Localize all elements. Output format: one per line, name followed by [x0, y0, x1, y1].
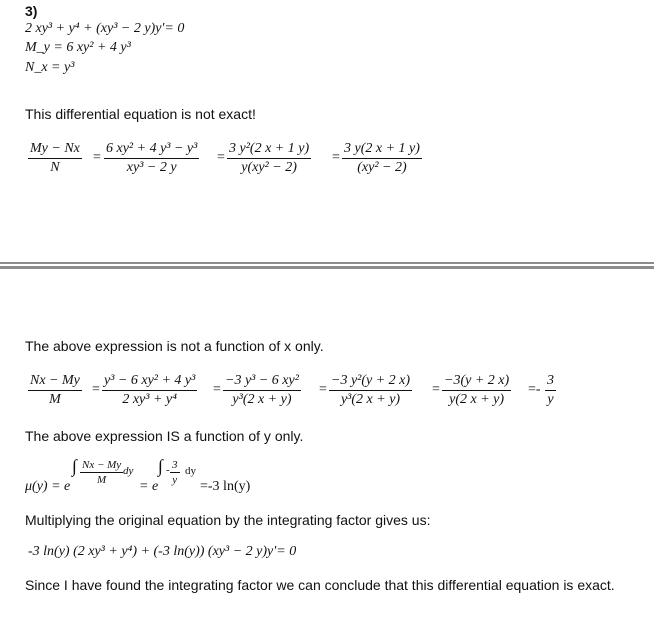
eq-sign: = — [217, 150, 225, 165]
mu-lhs: μ(y) = e — [25, 479, 71, 494]
frac2-2-num: y³ − 6 xy² + 4 y³ — [102, 373, 197, 391]
frac2-5-num: −3(y + 2 x) — [442, 373, 511, 391]
frac2-1-num: Nx − My — [28, 373, 82, 391]
frac1-1-num: My − Nx — [28, 141, 82, 159]
not-function-of-x-text: The above expression is not a function of x only. — [25, 338, 324, 354]
frac1-4 — [342, 141, 422, 176]
frac2-2 — [102, 373, 197, 408]
eq-sign: = — [432, 382, 440, 397]
eq-sign: = — [92, 382, 100, 397]
exp2-den: y — [172, 474, 178, 486]
exp2-num: 3 — [172, 459, 178, 471]
exp1-dy: dy — [123, 465, 134, 477]
original-equation: 2 xy³ + y⁴ + (xy³ − 2 y)y'= 0 — [25, 21, 185, 36]
frac1-3-den: y(xy² − 2) — [241, 160, 297, 175]
integral-sign-1: ∫ — [72, 456, 77, 476]
exponent-frac-1 — [80, 459, 123, 486]
frac1-1-den: N — [50, 160, 60, 175]
exp1-den: M — [97, 474, 107, 486]
exp1-num: Nx − My — [82, 459, 122, 471]
frac2-4 — [329, 373, 412, 408]
frac2-5-den: y(2 x + y) — [449, 392, 505, 407]
frac2-1 — [28, 373, 82, 408]
frac2-3-num: −3 y³ − 6 xy² — [223, 373, 301, 391]
frac2-3-den: y³(2 x + y) — [232, 392, 292, 407]
frac1-2-num: 6 xy² + 4 y³ − y³ — [104, 141, 199, 159]
exp2-dy: dy — [185, 465, 196, 477]
frac2-6 — [545, 373, 556, 408]
nx-partial: N_x = y³ — [25, 60, 75, 75]
eq-sign: = — [213, 382, 221, 397]
page-separator — [0, 266, 654, 269]
frac2-6-den: y — [547, 392, 554, 407]
frac2-5 — [442, 373, 511, 408]
frac2-4-den: y³(2 x + y) — [340, 392, 401, 407]
function-of-y-text: The above expression IS a function of y only. — [25, 428, 304, 444]
page-separator — [0, 262, 654, 264]
conclusion-text: Since I have found the integrating factor we can conclude that this differential equation is exact. — [25, 577, 615, 593]
frac2-2-den: 2 xy³ + y⁴ — [122, 392, 177, 407]
my-partial: M_y = 6 xy² + 4 y³ — [25, 40, 131, 55]
not-exact-text: This differential equation is not exact! — [25, 106, 256, 122]
frac1-3 — [227, 141, 311, 176]
frac2-4-num: −3 y²(y + 2 x) — [329, 373, 412, 391]
frac2-6-num: 3 — [545, 373, 556, 391]
neg-eq-sign: =- — [528, 382, 541, 397]
frac2-3 — [223, 373, 301, 408]
frac1-3-num: 3 y²(2 x + 1 y) — [227, 141, 311, 159]
problem-number: 3) — [25, 3, 38, 19]
frac1-2-den: xy³ − 2 y — [126, 160, 177, 175]
integral-sign-2: ∫ — [158, 456, 163, 476]
eq-sign: = — [93, 150, 101, 165]
exact-equation: -3 ln(y) (2 xy³ + y⁴) + (-3 ln(y)) (xy³ − 2 y)y'= 0 — [28, 544, 297, 559]
exp2-neg: - — [166, 464, 170, 476]
frac2-1-den: M — [49, 392, 61, 407]
multiplying-text: Multiplying the original equation by the integrating factor gives us: — [25, 512, 431, 528]
exponent-frac-2 — [170, 459, 180, 486]
frac1-4-den: (xy² − 2) — [357, 160, 407, 175]
eq-sign: = — [319, 382, 327, 397]
eq-sign: = — [332, 150, 340, 165]
mu-result: =-3 ln(y) — [200, 479, 251, 494]
mu-eq2: = e — [139, 479, 159, 494]
frac1-4-num: 3 y(2 x + 1 y) — [342, 141, 422, 159]
frac1-1 — [28, 141, 82, 176]
frac1-2 — [104, 141, 199, 176]
